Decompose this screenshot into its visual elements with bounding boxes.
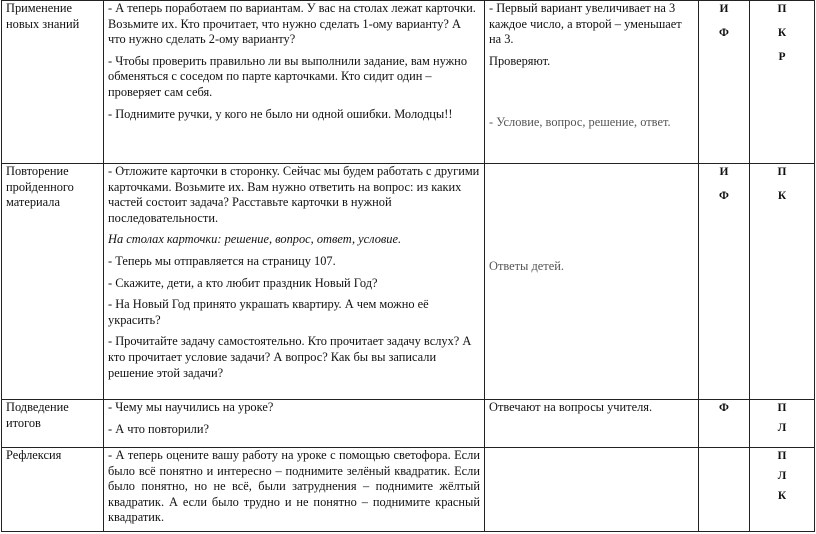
stage-cell — [2, 164, 104, 400]
lesson-plan-table — [1, 0, 815, 532]
pupil-activity-cell — [485, 1, 699, 164]
table-row — [2, 400, 815, 448]
pupil-activity-cell — [485, 448, 699, 532]
teacher-text: - Отложите карточки в сторонку. Сейчас мы будем работать с другими карточками. Возьмите их. Вам нужно ответить на вопрос: из каких частей состоит задача? Расставьте карточки в нужной последовательности. — [108, 164, 480, 225]
work-form-mark: Ф — [719, 402, 729, 414]
teacher-text: - На Новый Год принято украшать квартиру. А чем можно её украсить? — [108, 297, 429, 327]
control-form-mark: П — [777, 450, 787, 462]
stage-cell — [2, 400, 104, 448]
stage-label: Повторение пройденного материала — [6, 164, 74, 210]
teacher-text: - Чтобы проверить правильно ли вы выполнили задание, вам нужно обменяться с соседом по парте карточками. Кто сидит один – проверяет сам себя. — [108, 53, 468, 99]
work-form-mark: И — [719, 3, 729, 15]
pupil-text: - Первый вариант увеличивает на 3 каждое число, а второй – уменьшает на 3. — [489, 1, 682, 47]
control-form-mark: К — [777, 27, 787, 39]
stage-label: Применение новых знаний — [6, 1, 80, 31]
pupil-activity-cell — [485, 400, 699, 448]
work-form-mark: И — [719, 166, 729, 178]
work-form-cell — [699, 1, 750, 164]
teacher-activity-cell — [104, 448, 485, 532]
teacher-activity-cell — [104, 1, 485, 164]
control-form-cell — [750, 164, 815, 400]
control-form-mark: Л — [777, 470, 787, 482]
work-form-mark: Ф — [719, 190, 729, 202]
work-form-cell — [699, 400, 750, 448]
stage-cell — [2, 1, 104, 164]
teacher-text: - А что повторили? — [108, 421, 210, 436]
teacher-text: - Прочитайте задачу самостоятельно. Кто прочитает задачу вслух? А кто прочитает условие задачи? А вопрос? Как бы вы записали решение этой задачи? — [108, 334, 472, 380]
table-row — [2, 164, 815, 400]
teacher-text: На столах карточки: решение, вопрос, ответ, условие. — [108, 232, 402, 247]
pupil-activity-cell — [485, 164, 699, 400]
work-form-cell — [699, 164, 750, 400]
teacher-activity-cell — [104, 164, 485, 400]
pupil-text: Ответы детей. — [489, 259, 564, 273]
control-form-mark: П — [777, 402, 787, 414]
teacher-text: - Скажите, дети, а кто любит праздник Новый Год? — [108, 275, 378, 290]
stage-label: Рефлексия — [6, 448, 62, 462]
teacher-activity-cell — [104, 400, 485, 448]
teacher-text: - А теперь оцените вашу работу на уроке с помощью светофора. Если было всё понятно и интересно – поднимите зелёный квадратик. Если было понятно, но не всё, были затруднения – поднимите жёлтый квадратик. А если было трудно и не понятно – поднимите красный квадратик. — [108, 448, 480, 525]
table-row — [2, 448, 815, 532]
pupil-text: Проверяют. — [489, 53, 551, 68]
control-form-mark: Р — [778, 51, 786, 63]
stage-label: Подведение итогов — [6, 400, 69, 430]
control-form-cell — [750, 448, 815, 532]
table-row — [2, 1, 815, 164]
pupil-text: Отвечают на вопросы учителя. — [489, 400, 653, 414]
control-form-mark: П — [777, 3, 787, 15]
control-form-mark: П — [777, 166, 787, 178]
pupil-text: - Условие, вопрос, решение, ответ. — [489, 115, 671, 130]
work-form-mark: Ф — [719, 27, 729, 39]
control-form-mark: К — [777, 490, 787, 502]
work-form-cell — [699, 448, 750, 532]
teacher-text: - Чему мы научились на уроке? — [108, 400, 274, 414]
stage-cell — [2, 448, 104, 532]
control-form-mark: Л — [777, 422, 787, 434]
teacher-text: - Поднимите ручки, у кого не было ни одной ошибки. Молодцы!! — [108, 106, 453, 121]
teacher-text: - А теперь поработаем по вариантам. У вас на столах лежат карточки. Возьмите их. Кто прочитает, что нужно сделать 1-ому варианту? А что нужно сделать 2-ому варианту? — [108, 1, 476, 47]
control-form-cell — [750, 400, 815, 448]
teacher-text: - Теперь мы отправляется на страницу 107. — [108, 253, 336, 268]
control-form-mark: К — [777, 190, 787, 202]
control-form-cell — [750, 1, 815, 164]
